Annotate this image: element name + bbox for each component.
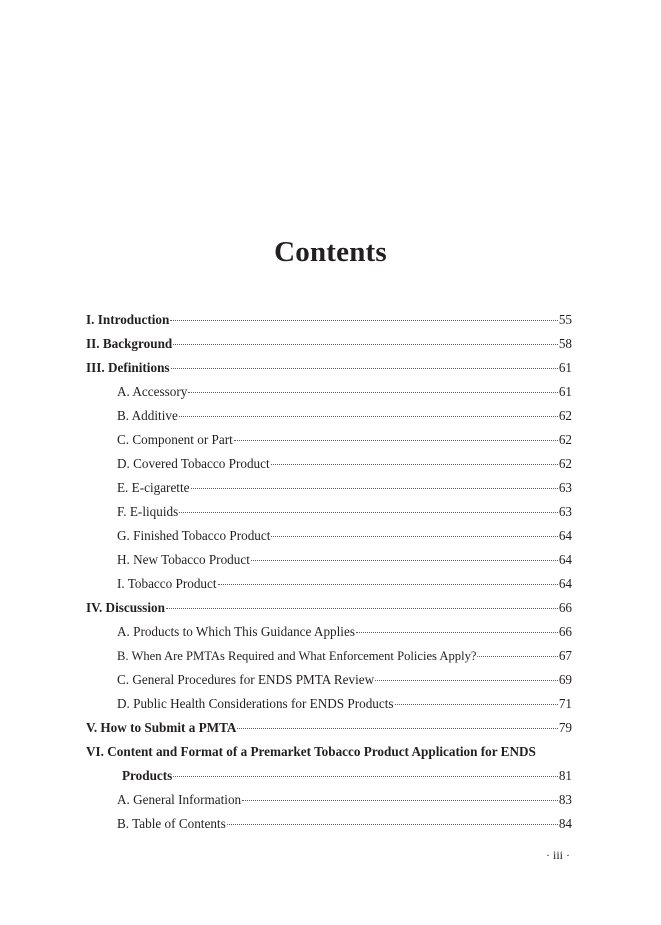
toc-entry-label: B. Table of Contents [117, 816, 226, 831]
toc-entry-page: 58 [558, 336, 572, 351]
toc-entry[interactable] [86, 576, 572, 600]
toc-entry[interactable] [86, 312, 572, 336]
toc-entry-label: I. Introduction [86, 312, 170, 327]
toc-entry-page: 55 [558, 312, 572, 327]
toc-entry[interactable] [86, 480, 572, 504]
toc-entry-label: B. Additive [117, 408, 178, 423]
toc-entry-wrapped[interactable] [86, 744, 572, 768]
toc-entry-label: A. General Information [117, 792, 242, 807]
toc-entry-page: 62 [558, 456, 572, 471]
dot-leader [170, 319, 558, 321]
toc-entry-page: 66 [558, 600, 572, 615]
dot-leader [227, 823, 558, 825]
dot-leader [395, 703, 558, 705]
toc-entry[interactable] [86, 648, 572, 672]
toc-entry-label: V. How to Submit a PMTA [86, 720, 237, 735]
toc-entry-page: 83 [558, 792, 572, 807]
toc-entry-page: 79 [558, 720, 572, 735]
dot-leader [234, 439, 558, 441]
table-of-contents [86, 312, 572, 840]
toc-entry[interactable] [86, 696, 572, 720]
toc-entry-page: 81 [558, 768, 572, 783]
toc-entry[interactable] [86, 816, 572, 840]
toc-entry-page: 61 [558, 384, 572, 399]
dot-leader [188, 391, 557, 393]
toc-entry[interactable] [86, 360, 572, 384]
dot-leader [477, 655, 557, 657]
toc-entry-label: D. Covered Tobacco Product [117, 456, 270, 471]
toc-entry[interactable] [86, 552, 572, 576]
toc-entry-page: 71 [558, 696, 572, 711]
dot-leader [237, 727, 557, 729]
toc-entry[interactable] [86, 336, 572, 360]
dot-leader [356, 631, 558, 633]
toc-entry[interactable] [86, 672, 572, 696]
dot-leader [179, 415, 558, 417]
dot-leader [179, 511, 558, 513]
toc-entry-page: 67 [558, 648, 572, 663]
toc-entry-page: 64 [558, 528, 572, 543]
toc-entry[interactable] [86, 504, 572, 528]
toc-entry[interactable] [86, 624, 572, 648]
toc-entry-page: 64 [558, 576, 572, 591]
dot-leader [251, 559, 558, 561]
toc-entry[interactable] [86, 384, 572, 408]
page-title: Contents [274, 236, 387, 268]
toc-entry[interactable] [86, 432, 572, 456]
toc-entry-page: 62 [558, 408, 572, 423]
dot-leader [171, 367, 558, 369]
dot-leader [191, 487, 558, 489]
dot-leader [375, 679, 558, 681]
toc-entry-page: 62 [558, 432, 572, 447]
dot-leader [271, 535, 557, 537]
toc-entry-label: G. Finished Tobacco Product [117, 528, 271, 543]
toc-entry[interactable] [86, 456, 572, 480]
toc-entry-label: VI. Content and Format of a Premarket Tobacco Product Application for ENDS [86, 744, 536, 759]
toc-entry-label: E. E-cigarette [117, 480, 190, 495]
toc-entry[interactable] [86, 528, 572, 552]
toc-entry-page: 66 [558, 624, 572, 639]
toc-entry[interactable] [86, 600, 572, 624]
toc-entry-label: H. New Tobacco Product [117, 552, 250, 567]
toc-entry-label-continued: Products [122, 768, 173, 783]
dot-leader [166, 607, 558, 609]
toc-entry-label: D. Public Health Considerations for ENDS Products [117, 696, 394, 711]
toc-entry-label: II. Background [86, 336, 173, 351]
toc-entry-page: 84 [558, 816, 572, 831]
toc-entry-label: F. E-liquids [117, 504, 179, 519]
toc-entry-page: 64 [558, 552, 572, 567]
dot-leader [218, 583, 558, 585]
toc-entry-label: A. Accessory [117, 384, 188, 399]
toc-entry[interactable] [86, 792, 572, 816]
page-number: · iii · [546, 848, 570, 862]
toc-entry-label: IV. Discussion [86, 600, 165, 615]
dot-leader [173, 775, 558, 777]
toc-entry-label: B. When Are PMTAs Required and What Enforcement Policies Apply? [117, 649, 477, 663]
toc-entry-page: 69 [558, 672, 572, 687]
dot-leader [242, 799, 558, 801]
toc-entry-page: 61 [558, 360, 572, 375]
dot-leader [173, 343, 558, 345]
toc-entry-label: C. General Procedures for ENDS PMTA Review [117, 672, 375, 687]
toc-entry-label: III. Definitions [86, 360, 170, 375]
toc-entry[interactable] [86, 720, 572, 744]
toc-entry-label: A. Products to Which This Guidance Applies [117, 624, 355, 639]
dot-leader [271, 463, 558, 465]
toc-entry-page: 63 [558, 504, 572, 519]
toc-entry[interactable] [86, 408, 572, 432]
toc-entry-continuation[interactable] [86, 768, 572, 792]
toc-entry-label: I. Tobacco Product [117, 576, 217, 591]
toc-entry-label: C. Component or Part [117, 432, 233, 447]
toc-entry-page: 63 [558, 480, 572, 495]
